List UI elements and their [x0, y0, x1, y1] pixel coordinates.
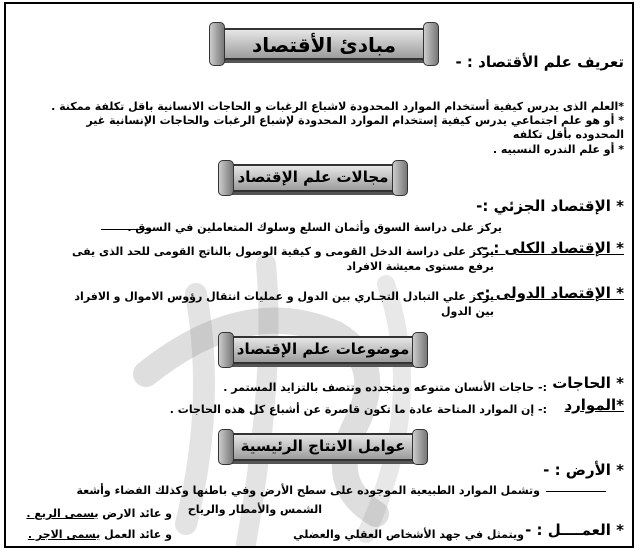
land-text: وتشمل الموارد الطبيعية الموجوده على سطح الأرض وفي باطنها وكذلك الفضاء وأشعة: [76, 484, 540, 497]
labor-label: * العمــــل : -: [525, 521, 624, 539]
needs-label: * الحاجات: [552, 374, 624, 392]
factors-banner-title: عوامل الانتاج الرئيسية: [240, 437, 406, 455]
land-return-term: يسمى الريع .: [26, 507, 99, 520]
topics-banner: [218, 332, 428, 368]
fields-banner-title: مجالات علم الإقتصاد: [237, 168, 389, 186]
fields-banner: [218, 160, 408, 196]
definition-item-1: *العلم الذى يدرس كيفية أستخدام الموارد المحدودة لاشباع الرغبات و الحاجات الانسانية باقل تكلفة ممكنة .: [51, 100, 624, 113]
title-banner: [209, 22, 439, 66]
page-title: مبادئ الأقتصاد: [251, 33, 397, 57]
land-return: [26, 507, 172, 520]
macro-label: * الإقتصاد الكلى : -: [481, 239, 624, 257]
labor-text: ويتمثل في جهد الأشخاص العقلي والعضلي: [293, 528, 524, 541]
document-page: [4, 2, 634, 548]
micro-text: يركز على دراسة السوق وأثمان السلع وسلوك المتعاملين في السوق .: [127, 221, 502, 234]
needs-text: :- حاجات الأنسان متنوعه ومتجدده وتتصف بالتزايد المستمر .: [223, 381, 547, 394]
topics-banner-title: موضوعات علم الإقتصاد: [236, 340, 410, 358]
intl-text-2: بين الدول: [441, 305, 494, 318]
macro-text-2: برفع مستوى معيشة الافراد: [346, 260, 494, 273]
micro-label: * الإقتصاد الجزئي :-: [476, 197, 624, 215]
land-dash: [546, 491, 606, 492]
land-text-2: الشمس والأمطار والرياح: [187, 503, 322, 516]
intl-label: * الإقتصاد الدولى :-: [478, 284, 624, 302]
labor-return-prefix: و عائد العمل: [100, 528, 172, 541]
definition-item-3: المحدوده بأقل تكلفه: [512, 128, 624, 141]
labor-return-term: يسمى الاجر .: [27, 528, 101, 541]
definition-item-4: * أو علم الندره النسبيه .: [492, 143, 624, 156]
resources-text: :- إن الموارد المتاحة عادة ما تكون قاصرة عن أشباع كل هذه الحاجات .: [169, 403, 547, 416]
factors-banner: [218, 429, 428, 465]
definition-item-2: * أو هو علم اجتماعي يدرس كيفية إستخدام الموارد المحدودة لإشباع الرغبات والحاجات الإنسانية غير: [86, 114, 624, 127]
micro-dash: [101, 229, 151, 230]
resources-label: *الموارد: [564, 396, 624, 414]
definition-heading: تعريف علم الأقتصاد : -: [455, 53, 624, 71]
land-return-prefix: و عائد الارض: [98, 507, 172, 520]
labor-return: [28, 528, 172, 541]
intl-text: يركز علي التبادل التجـاري بين الدول و عمليات انتقال رؤوس الاموال و الافراد: [74, 290, 494, 303]
macro-text: يركز على دراسة الدخل القومى و كيفية الوصول بالناتج القومى للحد الذى يفى: [71, 245, 494, 258]
land-label: * الأرض : -: [543, 461, 624, 479]
